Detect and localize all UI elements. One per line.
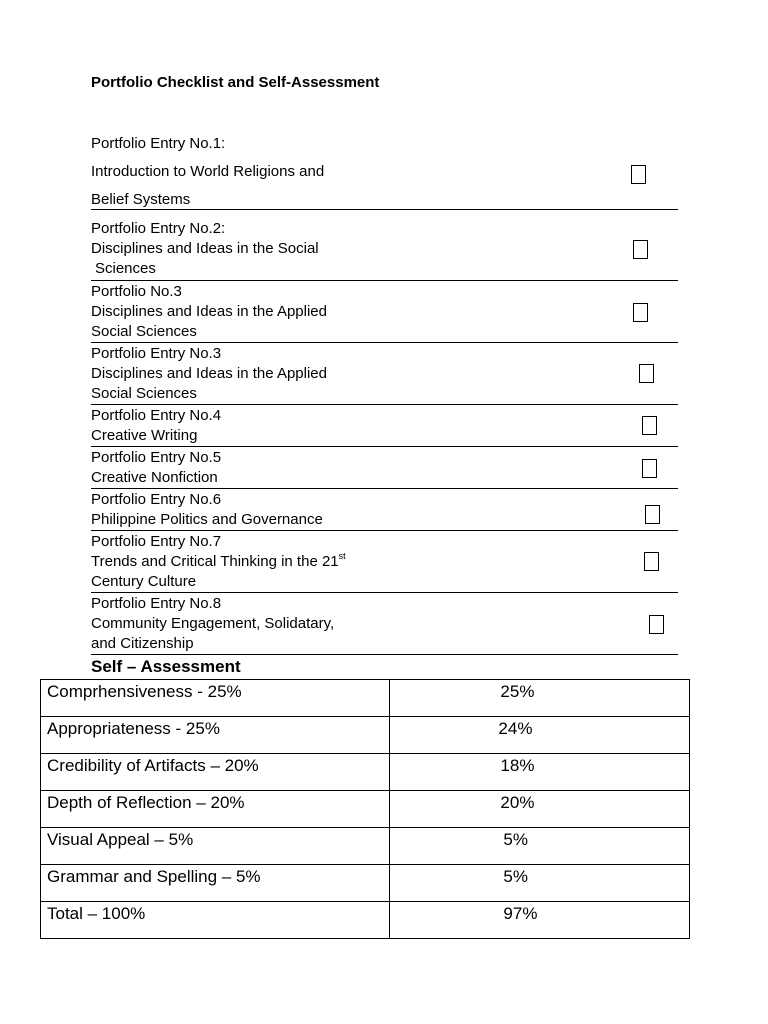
entry-heading: Portfolio Entry No.4: [91, 407, 222, 424]
checkbox-entry-2[interactable]: [633, 240, 648, 259]
document-title: Portfolio Checklist and Self-Assessment: [91, 74, 380, 91]
entry-subject: [91, 552, 678, 572]
entry-subject-cont: Social Sciences: [91, 323, 197, 340]
entry-subject-cont: Century Culture: [91, 573, 197, 590]
criterion-cell: Visual Appeal – 5%: [41, 828, 390, 865]
entry-subject: Philippine Politics and Governance: [91, 511, 323, 528]
criterion-cell: Credibility of Artifacts – 20%: [41, 754, 390, 791]
checklist-entry-5: [91, 406, 678, 446]
divider: [91, 488, 678, 489]
entry-subject: Community Engagement, Solidatary,: [91, 615, 335, 632]
checklist-entry-6: [91, 448, 678, 488]
entry-subject-cont: Social Sciences: [91, 385, 197, 402]
divider: [91, 404, 678, 405]
entry-heading: Portfolio Entry No.2:: [91, 220, 226, 237]
checkbox-entry-3[interactable]: [633, 303, 648, 322]
divider: [91, 592, 678, 593]
entry-heading: Portfolio No.3: [91, 283, 182, 300]
entry-heading: Portfolio Entry No.6: [91, 491, 222, 508]
checkbox-entry-1[interactable]: [631, 165, 646, 184]
entry-subject: Disciplines and Ideas in the Applied: [91, 303, 327, 320]
entry-heading: Portfolio Entry No.3: [91, 345, 222, 362]
entry-subject-cont: Sciences: [95, 260, 156, 277]
criterion-cell: Grammar and Spelling – 5%: [41, 865, 390, 902]
score-cell: 97%: [390, 902, 690, 939]
self-assessment-heading: Self – Assessment: [91, 657, 241, 676]
checkbox-entry-6[interactable]: [642, 416, 657, 435]
checkbox-entry-7[interactable]: [642, 459, 657, 478]
self-assessment-table: [40, 679, 690, 939]
criterion-cell: Depth of Reflection – 20%: [41, 791, 390, 828]
divider: [91, 209, 678, 210]
entry-subject: Creative Nonfiction: [91, 469, 218, 486]
checkbox-entry-9[interactable]: [644, 552, 659, 571]
checklist-entry-4: [91, 344, 678, 404]
divider: [91, 530, 678, 531]
entry-subject: Disciplines and Ideas in the Social: [91, 240, 319, 257]
table-row: [41, 680, 690, 717]
checkbox-entry-5[interactable]: [639, 364, 654, 383]
checklist-entry-8: [91, 532, 678, 592]
checklist-entry-1: [91, 130, 678, 214]
divider: [91, 654, 678, 655]
criterion-cell: Total – 100%: [41, 902, 390, 939]
divider: [91, 342, 678, 343]
criterion-cell: Appropriateness - 25%: [41, 717, 390, 754]
divider: [91, 446, 678, 447]
score-cell: 18%: [390, 754, 690, 791]
entry-subject-cont: and Citizenship: [91, 635, 194, 652]
table-row: [41, 791, 690, 828]
score-cell: 24%: [390, 717, 690, 754]
ordinal-superscript: st: [338, 551, 346, 561]
table-row: [41, 828, 690, 865]
entry-subject-cont: Belief Systems: [91, 191, 191, 208]
entry-subject: Creative Writing: [91, 427, 198, 444]
checklist-entry-7: [91, 490, 678, 530]
divider: [91, 280, 678, 281]
score-cell: 5%: [390, 865, 690, 902]
checkbox-entry-8[interactable]: [645, 505, 660, 524]
table-row: [41, 754, 690, 791]
table-row: [41, 717, 690, 754]
entry-subject: Disciplines and Ideas in the Applied: [91, 365, 327, 382]
table-row: [41, 902, 690, 939]
table-row: [41, 865, 690, 902]
entry-heading: Portfolio Entry No.8: [91, 595, 222, 612]
entry-heading: Portfolio Entry No.1:: [91, 135, 226, 152]
criterion-cell: Comprhensiveness - 25%: [41, 680, 390, 717]
entry-heading: Portfolio Entry No.7: [91, 533, 222, 550]
entry-subject: Introduction to World Religions and: [91, 163, 325, 180]
checklist-entry-9: [91, 594, 678, 654]
score-cell: 5%: [390, 828, 690, 865]
entry-subject-text: Trends and Critical Thinking in the 21: [91, 553, 339, 570]
entry-heading: Portfolio Entry No.5: [91, 449, 222, 466]
checklist-entry-2: [91, 219, 678, 279]
score-cell: 25%: [390, 680, 690, 717]
checklist-entry-3: [91, 282, 678, 342]
score-cell: 20%: [390, 791, 690, 828]
checkbox-entry-10[interactable]: [649, 615, 664, 634]
